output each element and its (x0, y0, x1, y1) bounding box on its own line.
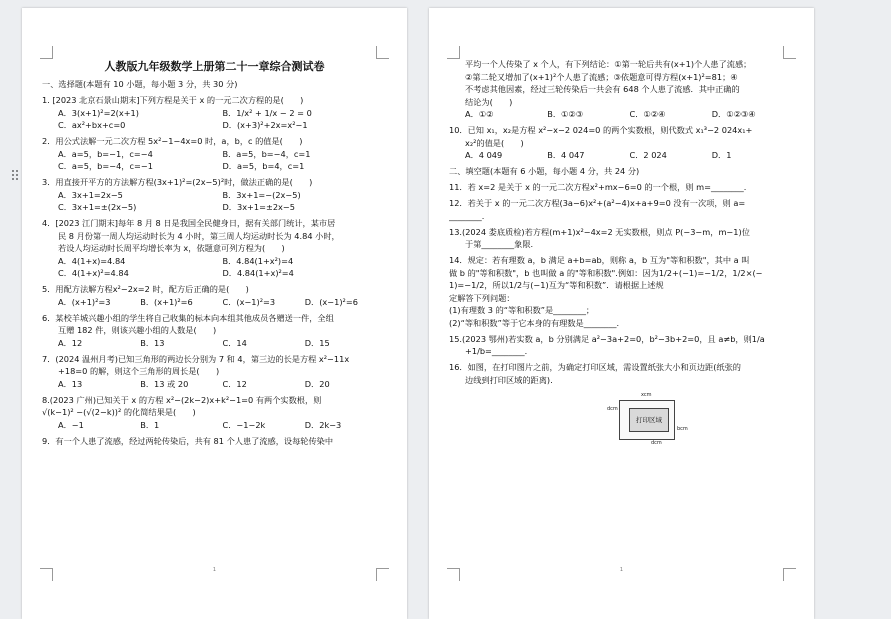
option: B．4 047 (547, 150, 585, 160)
option: A．3x+1=2x−5 (58, 189, 123, 200)
option-row (42, 189, 387, 202)
text-line: 结论为( ) (465, 96, 513, 107)
option: B．4.84(1+x²)=4 (222, 255, 294, 266)
dim-label: bcm (677, 426, 688, 432)
question-list (42, 94, 387, 447)
option: D．1 (711, 150, 732, 160)
option: D．3x+1=±2x−5 (222, 202, 295, 212)
option: A．−1 (58, 419, 84, 430)
option: C．(x−1)²=3 (222, 296, 276, 307)
option: A．4(1+x)=4.84 (58, 255, 126, 266)
option: D．(x+3)²+2x=x²−1 (222, 120, 308, 130)
option: A．a=5，b=−1，c=−4 (58, 148, 153, 159)
option-row (42, 148, 387, 161)
option-row (42, 160, 387, 173)
text-line: 做 b 的"等和积数"，b 也叫做 a 的"等和积数".例如：因为1/2+(−1)=−1/2，1/2×(− (449, 267, 763, 278)
question-line: 1. [2023 北京石景山期末]下列方程是关于 x 的一元二次方程的是( ) (42, 95, 304, 105)
page-number: 1 (212, 567, 217, 573)
option: C．①②④ (629, 109, 666, 119)
question-line: 9．有一个人患了流感，经过两轮传染后，共有 81 个人患了流感，设每轮传染中 (42, 435, 334, 446)
option: A．(x+1)²=3 (58, 296, 111, 307)
text-line: 民 8 月份第一周人均运动时长为 4 小时，第三周人均运动时长为 4.84 小时， (58, 230, 340, 241)
question-line: 10．已知 x₁，x₂是方程 x²−x−2 024=0 的两个实数根，则代数式 x₁³−2 024x₁+ (449, 125, 753, 135)
option-row (42, 107, 387, 120)
question-line: 二、填空题(本题有 6 小题，每小题 4 分，共 24 分) (449, 166, 640, 176)
option-row (42, 201, 387, 214)
text-line: 于第________象限. (465, 239, 534, 249)
crop-mark (376, 46, 389, 59)
option: B．3x+1=−(2x−5) (222, 189, 301, 200)
dim-label: xcm (641, 392, 652, 398)
left-page (22, 8, 407, 619)
option: C．14 (222, 337, 247, 348)
option: A．13 (58, 378, 83, 389)
option: D．2k−3 (304, 419, 342, 430)
option: B．1/x² + 1/x − 2 = 0 (222, 107, 312, 118)
text-line: x₂²的值是( ) (465, 137, 524, 148)
question-line: 13.(2024 娄底质检)若方程(m+1)x²−4x=2 无实数根，则点 P(−3−m，m−1)位 (449, 226, 750, 237)
crop-mark (40, 46, 53, 59)
option: C．ax²+bx+c=0 (58, 120, 126, 130)
option-row (449, 108, 794, 121)
text-line: 1)=−1/2，所以1/2与(−1)互为“等和积数”．请根据上述规 (449, 280, 664, 290)
option-row (42, 378, 387, 391)
text-line: 若设人均运动时长周平均增长率为 x，依题意可列方程为( ) (58, 243, 285, 253)
option: D．15 (304, 337, 330, 348)
text-line: (1)有理数 3 的“等和积数”是________； (449, 305, 595, 315)
option: A．4 049 (465, 150, 503, 160)
option: D．①②③④ (711, 109, 756, 119)
text-line: ________. (449, 210, 485, 221)
option: B．1 (140, 419, 160, 430)
text-line: √(k−1)² −(√(2−k))² 的化简结果是( ) (42, 407, 196, 417)
question-line: 2．用公式法解一元二次方程 5x²−1−4x=0 时，a，b，c 的值是( ) (42, 136, 303, 146)
option-row (449, 149, 794, 162)
text-line: ②第二轮又增加了(x+1)²个人患了流感；③依题意可得方程(x+1)²=81；④ (465, 71, 738, 82)
right-page (429, 8, 814, 619)
text-line: 平均一个人传染了 x 个人，有下列结论：①第一轮后共有(x+1)个人患了流感； (465, 59, 752, 69)
print-area-figure (607, 392, 697, 448)
option-row (42, 419, 387, 432)
option: B．①②③ (547, 109, 584, 119)
option: B．(x+1)²=6 (140, 296, 193, 307)
dim-label: dcm (607, 406, 618, 412)
text-line: +18=0 的解，则这个三角形的周长是( ) (58, 366, 220, 376)
option: D．4.84(1+x)²=4 (222, 268, 294, 278)
option: C．3x+1=±(2x−5) (58, 202, 137, 212)
option: C．−1−2k (222, 419, 266, 430)
option-row (42, 296, 387, 309)
option: D．a=5，b=4，c=1 (222, 161, 305, 171)
question-line: 11．若 x=2 是关于 x 的一元二次方程x²+mx−6=0 的一个根，则 m=________. (449, 182, 747, 192)
question-line: 16．如图，在打印图片之前，为确定打印区域，需设置纸张大小和页边距(纸张的 (449, 362, 741, 372)
question-line: 12．若关于 x 的一元二次方程(3a−6)x²+(a²−4)x+a+9=0 没有一次项，则 a= (449, 198, 746, 208)
question-line: 14．规定：若有理数 a，b 满足 a+b=ab，则称 a，b 互为"等和积数"，其中 a 叫 (449, 255, 750, 265)
question-line: 6．某校羊城兴趣小组的学生将自己收集的标本向本组其他成员各赠送一件，全组 (42, 312, 334, 323)
option: D．(x−1)²=6 (304, 296, 358, 307)
text-line: 不考虑其他因素，经过三轮传染后一共会有 648 个人患了流感．其中正确的 (465, 84, 740, 94)
option-row (42, 119, 387, 132)
option: C．12 (222, 378, 247, 389)
option: B．13 或 20 (140, 378, 189, 389)
question-list (449, 58, 794, 386)
option: C．4(1+x)²=4.84 (58, 268, 129, 278)
text-line: 边线到打印区域的距离). (465, 374, 553, 385)
text-line: 互赠 182 件，则该兴趣小组的人数是( ) (58, 325, 217, 335)
right-page-content (449, 58, 794, 448)
text-line: (2)“等和积数”等于它本身的有理数是________. (449, 317, 620, 328)
drag-handle-icon[interactable] (12, 170, 20, 186)
question-line: 7．(2024 温州月考)已知三角形的两边长分别为 7 和 4，第三边的长是方程 x²−11x (42, 353, 350, 364)
option: B．13 (140, 337, 165, 348)
option: A．3(x+1)²=2(x+1) (58, 107, 139, 118)
page-number: 1 (619, 567, 624, 573)
print-area-box: 打印区域 (629, 408, 669, 432)
section-heading: 一、选择题(本题有 10 小题，每小题 3 分，共 30 分) (42, 79, 238, 89)
option: A．①② (465, 109, 494, 119)
left-page-content (42, 60, 387, 447)
option: C．2 024 (629, 150, 667, 160)
option-row (42, 267, 387, 280)
option-row (42, 255, 387, 268)
option: D．20 (304, 378, 330, 389)
option-row (42, 337, 387, 350)
text-line: +1/b=________. (465, 346, 528, 356)
question-line: 8.(2023 广州)已知关于 x 的方程 x²−(2k−2)x+k²−1=0 有两个实数根，则 (42, 394, 322, 405)
option: B．a=5，b=−4，c=1 (222, 148, 311, 159)
dim-label: dcm (651, 440, 662, 446)
option: A．12 (58, 337, 83, 348)
question-line: 15.(2023 鄂州)若实数 a，b 分别满足 a²−3a+2=0，b²−3b+2=0，且 a≠b，则1/a (449, 333, 765, 344)
text-line: 定解答下列问题： (449, 292, 515, 303)
question-line: 3．用直接开平方的方法解方程(3x+1)²=(2x−5)²时，做法正确的是( ) (42, 177, 313, 187)
question-line: 4．[2023 江门期末]每年 8 月 8 日是我国全民健身日，据有关部门统计，某市居 (42, 218, 336, 228)
page-title: 人教版九年级数学上册第二十一章综合测试卷 (104, 60, 325, 73)
option: C．a=5，b=−4，c=−1 (58, 161, 153, 171)
question-line: 5．用配方法解方程x²−2x=2 时，配方后正确的是( ) (42, 284, 249, 294)
